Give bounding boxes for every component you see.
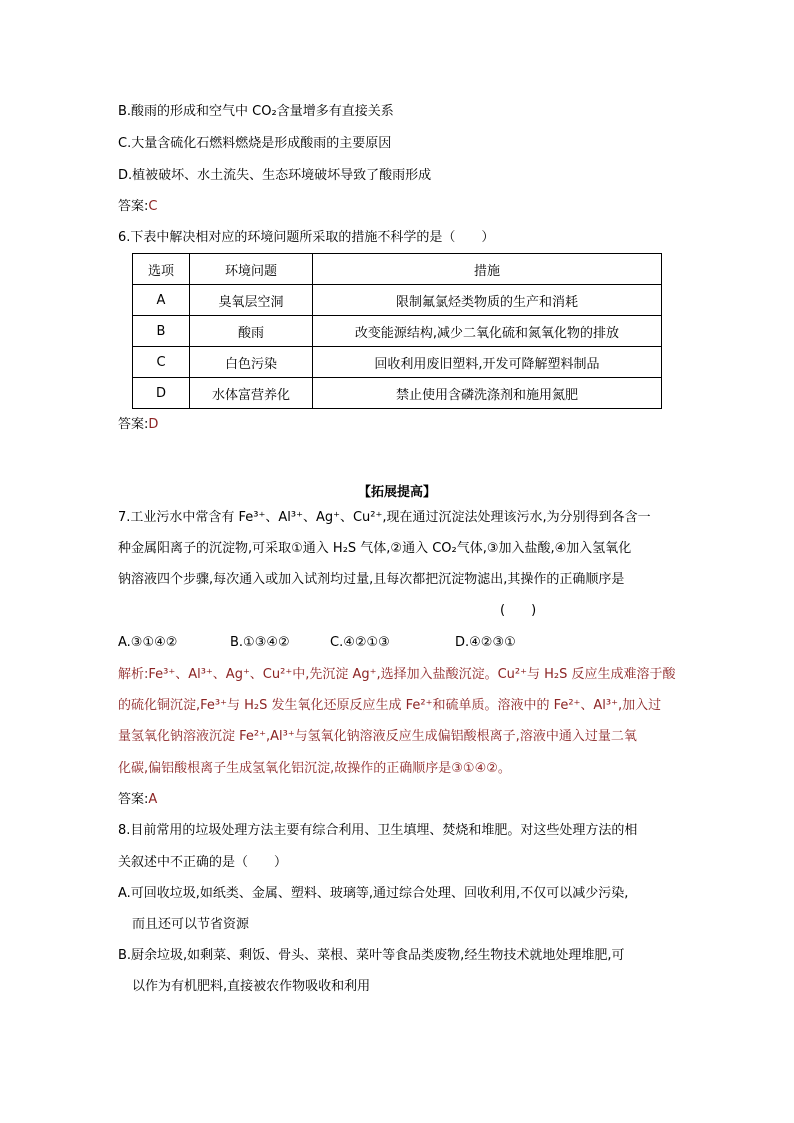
q8-option-a-line-2: 而且还可以节省资源 [132, 917, 250, 932]
table-header-row [133, 254, 662, 285]
cell-measure: 回收利用废旧塑料,开发可降解塑料制品 [313, 347, 662, 378]
q7-analysis-line-2: 的硫化铜沉淀,Fe³⁺与 H₂S 发生氧化还原反应生成 Fe²⁺和硫单质。溶液中的 Fe²⁺、Al³⁺,加入过 [118, 698, 662, 713]
q8-line-1: 8.目前常用的垃圾处理方法主要有综合利用、卫生填埋、焚烧和堆肥。对这些处理方法的相 [118, 823, 638, 838]
q7-analysis-line-3: 量氢氧化钠溶液沉淀 Fe²⁺,Al³⁺与氢氧化钠溶液反应生成偏铝酸根离子,溶液中通入过量二氧 [118, 729, 637, 744]
q7-analysis-line-4: 化碳,偏铝酸根离子生成氢氧化铝沉淀,故操作的正确顺序是③①④②。 [118, 761, 511, 776]
q7-line-1: 7.工业污水中常含有 Fe³⁺、Al³⁺、Ag⁺、Cu²⁺,现在通过沉淀法处理该污水,为分别得到各含一 [118, 510, 651, 525]
q7-option-b: B.①③④② [230, 635, 290, 650]
q5-option-d: D.植被破坏、水土流失、生态环境破坏导致了酸雨形成 [118, 168, 432, 183]
q8-line-2: 关叙述中不正确的是（ ） [118, 855, 288, 870]
cell-problem: 白色污染 [190, 347, 313, 378]
q5-option-b: B.酸雨的形成和空气中 CO₂含量增多有直接关系 [118, 104, 394, 119]
q7-answer-paren: ( ) [500, 603, 537, 618]
header-option: 选项 [133, 254, 190, 285]
q7-answer [118, 792, 157, 808]
q7-option-c: C.④②①③ [330, 635, 390, 650]
q7-analysis-line-1: 解析:Fe³⁺、Al³⁺、Ag⁺、Cu²⁺中,先沉淀 Ag⁺,选择加入盐酸沉淀。Cu²⁺与 H₂S 反应生成难溶于酸 [118, 667, 676, 682]
answer-value: C [148, 199, 158, 214]
q6-answer [118, 417, 158, 433]
answer-value: D [148, 417, 159, 432]
cell-measure: 禁止使用含磷洗涤剂和施用氮肥 [313, 378, 662, 409]
table-row [133, 285, 662, 316]
q7-option-a: A.③①④② [118, 635, 178, 650]
q8-option-b-line-2: 以作为有机肥料,直接被农作物吸收和利用 [132, 979, 371, 994]
cell-option: D [133, 378, 190, 409]
q7-line-2: 种金属阳离子的沉淀物,可采取①通入 H₂S 气体,②通入 CO₂气体,③加入盐酸,④加入氢氧化 [118, 541, 632, 556]
cell-measure: 限制氟氯烃类物质的生产和消耗 [313, 285, 662, 316]
cell-option: B [133, 316, 190, 347]
q8-option-b-line-1: B.厨余垃圾,如剩菜、剩饭、骨头、菜根、菜叶等食品类废物,经生物技术就地处理堆肥,可 [118, 948, 625, 963]
answer-label: 答案: [118, 417, 149, 432]
q8-option-a-line-1: A.可回收垃圾,如纸类、金属、塑料、玻璃等,通过综合处理、回收利用,不仅可以减少污染, [118, 886, 629, 901]
q7-option-d: D.④②③① [455, 635, 516, 650]
header-problem: 环境问题 [190, 254, 313, 285]
cell-option: C [133, 347, 190, 378]
cell-measure: 改变能源结构,减少二氧化硫和氮氧化物的排放 [313, 316, 662, 347]
section-heading: 【拓展提高】 [357, 485, 436, 500]
cell-option: A [133, 285, 190, 316]
environment-measures-table [132, 253, 662, 409]
answer-label: 答案: [118, 199, 149, 214]
q5-answer [118, 199, 157, 215]
table-row [133, 378, 662, 409]
answer-label: 答案: [118, 792, 149, 807]
q5-option-c: C.大量含硫化石燃料燃烧是形成酸雨的主要原因 [118, 136, 392, 151]
answer-value: A [148, 792, 158, 807]
q6-question: 6.下表中解决相对应的环境问题所采取的措施不科学的是（ ） [118, 230, 495, 245]
cell-problem: 酸雨 [190, 316, 313, 347]
q7-line-3: 钠溶液四个步骤,每次通入或加入试剂均过量,且每次都把沉淀物滤出,其操作的正确顺序是 [118, 572, 625, 587]
cell-problem: 水体富营养化 [190, 378, 313, 409]
cell-problem: 臭氧层空洞 [190, 285, 313, 316]
table-row [133, 316, 662, 347]
header-measure: 措施 [313, 254, 662, 285]
table-row [133, 347, 662, 378]
